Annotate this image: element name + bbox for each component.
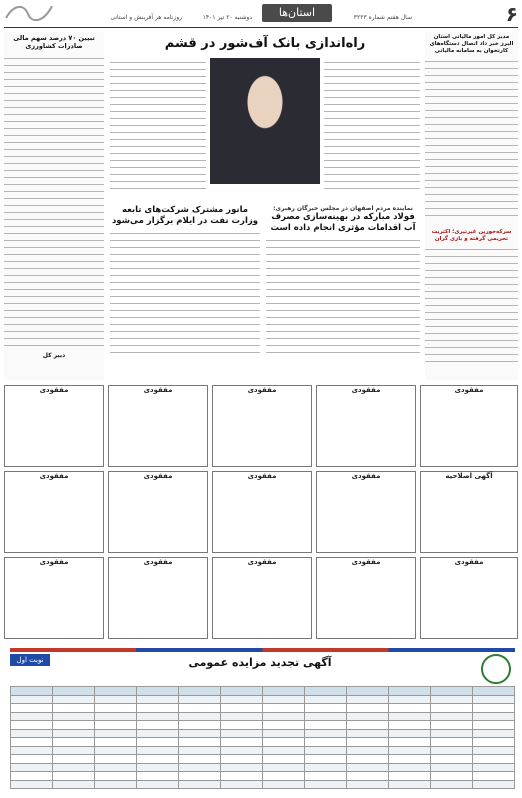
masthead bbox=[0, 0, 522, 26]
section-label: استان‌ها bbox=[262, 4, 332, 22]
right-story-two-body bbox=[425, 245, 518, 385]
story-three-kicker: نماینده مردم اصفهان در مجلس خبرگان رهبری: bbox=[273, 205, 413, 212]
main-story-col-a bbox=[110, 58, 206, 198]
story-two-headline: مانور مشترک شرکت‌های تابعه وزارت نفت در ایلام برگزار می‌شود bbox=[111, 205, 259, 226]
auction-tag: نوبت اول bbox=[10, 654, 50, 666]
ad-box-15: مفقودی bbox=[420, 557, 518, 639]
ad-box-4: مفقودی bbox=[316, 385, 416, 467]
banner-stripe bbox=[10, 648, 515, 652]
ad-box-1: مفقودی bbox=[4, 385, 104, 467]
auction-banner bbox=[10, 648, 515, 682]
story-three-headline: فولاد مبارکه در بهینه‌سازی مصرف آب اقدامات مؤثری انجام داده است bbox=[270, 212, 416, 233]
newspaper-logo bbox=[4, 2, 54, 26]
ad-box-6: مفقودی bbox=[4, 471, 104, 553]
right-story-headline: مدیر کل امور مالیاتی استان البرز خبر داد اتصال دستگاه‌های کارتخوان به سامانه مالیاتی bbox=[429, 34, 514, 54]
auction-title: آگهی تجدید مزایده عمومی bbox=[188, 656, 332, 669]
ad-box-11: مفقودی bbox=[4, 557, 104, 639]
auction-table bbox=[10, 686, 515, 792]
story-three-body bbox=[266, 238, 420, 363]
story-two bbox=[110, 205, 260, 380]
ad-box-10: آگهی اصلاحیه bbox=[420, 471, 518, 553]
left-story-headline: تبیین ۷۰ درصد سهم مالی صادرات کشاورزی bbox=[13, 34, 95, 50]
right-story-body bbox=[425, 57, 518, 227]
right-column bbox=[425, 32, 518, 380]
ad-box-12: مفقودی bbox=[108, 557, 208, 639]
publisher-info: روزنامه هر آفرینش و استانی bbox=[110, 14, 182, 21]
left-column bbox=[4, 32, 104, 380]
ad-box-9: مفقودی bbox=[316, 471, 416, 553]
story-three bbox=[266, 205, 420, 380]
right-story-two-headline: سرکه‌خورین غیرتیری؛ اکثریت تحریمی گرفته و بازی گران bbox=[431, 229, 512, 242]
date-info: دوشنبه ۲۰ تیر ۱۴۰۱ bbox=[202, 14, 252, 21]
classified-ads bbox=[4, 385, 518, 643]
main-headline: راه‌اندازی بانک آف‌شور در قشم bbox=[164, 36, 366, 51]
ad-box-7: مفقودی bbox=[108, 471, 208, 553]
page-number: ۶ bbox=[505, 2, 518, 26]
portrait-photo bbox=[210, 58, 320, 184]
municipality-seal-icon bbox=[481, 654, 511, 684]
issue-info: سال هفتم شماره ۳۲۲۳ bbox=[353, 14, 412, 21]
left-kicker: دبیر کل bbox=[42, 352, 66, 359]
top-divider bbox=[4, 27, 518, 28]
main-story-col-b bbox=[324, 58, 420, 198]
story-two-body bbox=[110, 231, 260, 366]
ad-box-3: مفقودی bbox=[212, 385, 312, 467]
main-story bbox=[110, 32, 420, 202]
left-story-body bbox=[4, 52, 104, 352]
ad-box-13: مفقودی bbox=[212, 557, 312, 639]
ad-box-5: مفقودی bbox=[420, 385, 518, 467]
ad-box-2: مفقودی bbox=[108, 385, 208, 467]
ad-box-8: مفقودی bbox=[212, 471, 312, 553]
ad-box-14: مفقودی bbox=[316, 557, 416, 639]
